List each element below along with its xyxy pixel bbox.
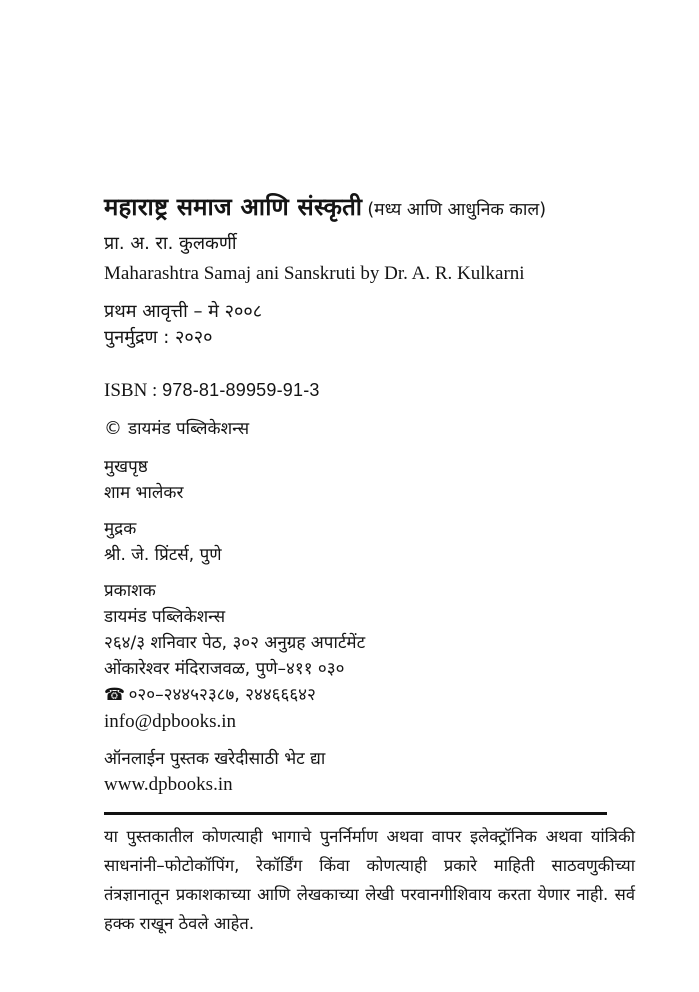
phone-icon: ☎ bbox=[104, 685, 126, 705]
publisher-address-line1: २६४/३ शनिवार पेठ, ३०२ अनुग्रह अपार्टमेंट bbox=[104, 633, 366, 653]
isbn-label: ISBN : bbox=[104, 380, 163, 401]
copyright-holder: डायमंड पब्लिकेशन्स bbox=[128, 419, 250, 439]
cover-designer-name: शाम भालेकर bbox=[104, 483, 184, 503]
reprint-line: पुनर्मुद्रण : २०२० bbox=[104, 327, 213, 348]
phone-numbers: ०२०–२४४५२३८७, २४४६६६४२ bbox=[128, 685, 316, 705]
copyright-icon: © bbox=[104, 418, 122, 439]
author-name-marathi: प्रा. अ. रा. कुलकर्णी bbox=[104, 233, 237, 254]
publisher-phone-line bbox=[104, 682, 634, 708]
first-edition-line: प्रथम आवृत्ती – मे २००८ bbox=[104, 301, 263, 322]
rights-notice: या पुस्तकातील कोणत्याही भागाचे पुनर्निर्माण अथवा वापर इलेक्ट्रॉनिक अथवा यांत्रिकी साधनांनी–फोटोकॉपिंग, रेकॉर्डिंग किंवा कोणत्याही प्रकारे माहिती साठवणुकीच्या तंत्रज्ञानातून प्रकाशकाच्या आणि लेखकाच्या लेखी परवानगीशिवाय करता येणार नाही. सर्व हक्क राखून ठेवले आहेत. bbox=[104, 827, 635, 933]
isbn-line bbox=[104, 377, 634, 404]
publisher-label: प्रकाशक bbox=[104, 581, 156, 601]
publisher-name: डायमंड पब्लिकेशन्स bbox=[104, 607, 226, 627]
publisher-website: www.dpbooks.in bbox=[104, 774, 233, 795]
book-title-marathi: महाराष्ट्र समाज आणि संस्कृती bbox=[104, 193, 363, 221]
publisher-address-line2: ओंकारेश्वर मंदिराजवळ, पुणे–४११ ०३० bbox=[104, 659, 345, 679]
publisher-email: info@dpbooks.in bbox=[104, 711, 237, 732]
isbn-value: 978-81-89959-91-3 bbox=[162, 380, 320, 400]
divider-rule bbox=[104, 812, 607, 815]
book-title-english: Maharashtra Samaj ani Sanskruti by Dr. A. R. Kulkarni bbox=[104, 263, 525, 284]
printer-label: मुद्रक bbox=[104, 519, 137, 539]
book-title-subtitle: (मध्य आणि आधुनिक काल) bbox=[367, 200, 547, 220]
printer-name: श्री. जे. प्रिंटर्स, पुणे bbox=[104, 545, 222, 565]
online-purchase-label: ऑनलाईन पुस्तक खरेदीसाठी भेट द्या bbox=[104, 749, 326, 769]
cover-designer-label: मुखपृष्ठ bbox=[104, 457, 148, 477]
book-title-line bbox=[104, 192, 634, 225]
copyright-line bbox=[104, 416, 634, 442]
